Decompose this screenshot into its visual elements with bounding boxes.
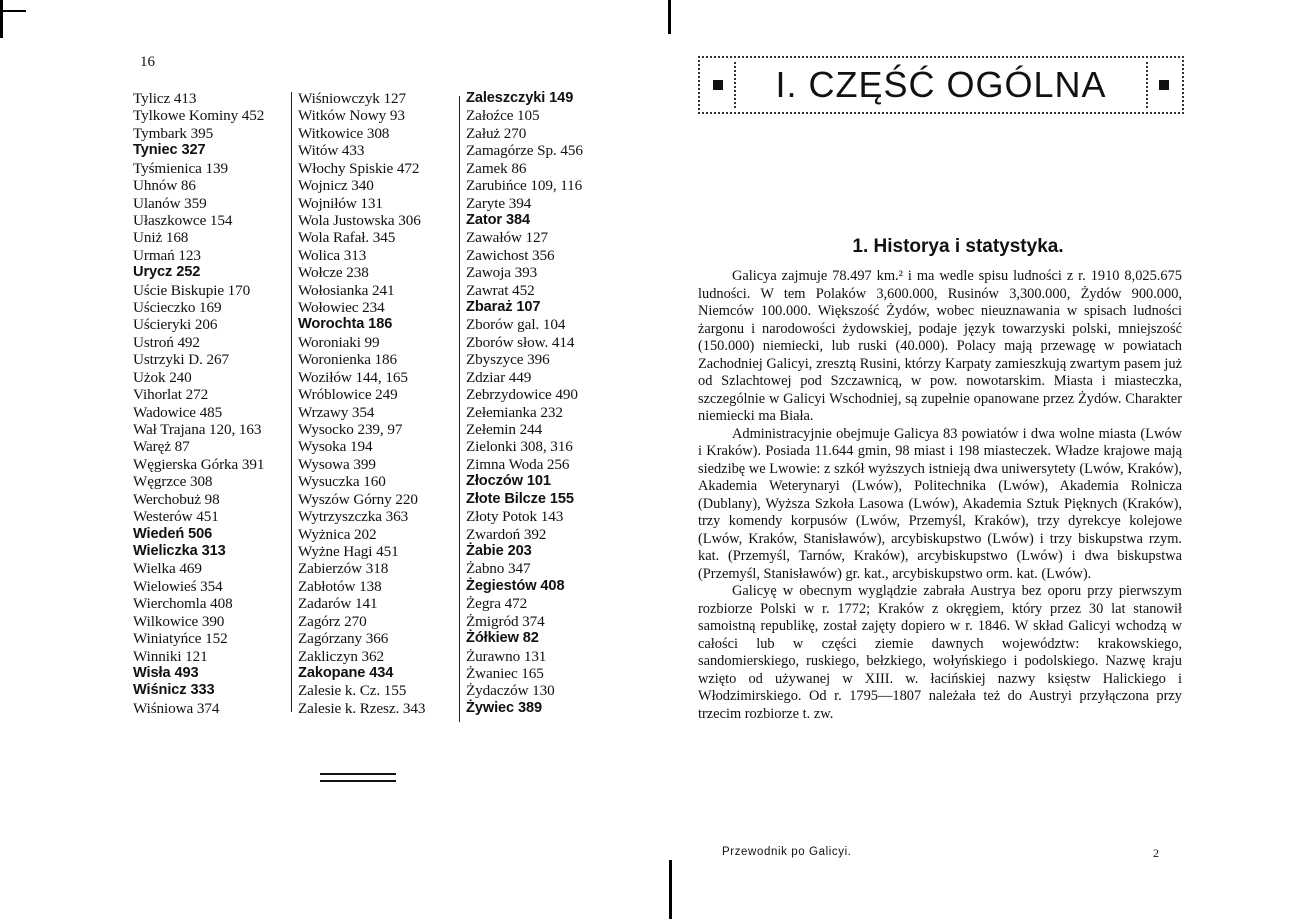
index-entry: Uścieczko 169	[133, 299, 222, 317]
footer-signature: Przewodnik po Galicyi.	[722, 846, 852, 858]
index-entry: Wiśnicz 333	[133, 682, 215, 699]
index-entry: Uhnów 86	[133, 177, 196, 195]
index-entry: Wołcze 238	[298, 264, 369, 282]
index-entry: Wierchomla 408	[133, 595, 233, 613]
index-entry: Wrzawy 354	[298, 403, 375, 421]
index-entry: Wysoka 194	[298, 438, 373, 456]
square-ornament-icon	[713, 80, 723, 90]
index-entry: Vihorlat 272	[133, 386, 209, 404]
index-entry: Tyśmienica 139	[133, 159, 228, 177]
index-entry: Wróblowice 249	[298, 386, 398, 404]
index-column-1	[133, 90, 291, 717]
index-entry: Zakliczyn 362	[298, 647, 384, 665]
index-entry: Ustroń 492	[133, 333, 200, 351]
index-entry: Zawrat 452	[466, 281, 535, 299]
index-entry: Zabłotów 138	[298, 577, 382, 595]
index-entry: Zadarów 141	[298, 595, 378, 613]
index-entry: Wojniłów 131	[298, 194, 383, 212]
index-entry: Tylkowe Kominy 452	[133, 107, 265, 125]
index-entry: Wisła 493	[133, 664, 199, 681]
index-entry: Zborów słow. 414	[466, 333, 575, 351]
index-entry: Witkowice 308	[298, 124, 390, 142]
index-entry: Żurawno 131	[466, 647, 547, 665]
index-entry: Wał Trajana 120, 163	[133, 421, 262, 439]
end-rule-bottom	[320, 780, 396, 782]
index-entry: Ułaszkowce 154	[133, 211, 233, 229]
index-entry: Wysowa 399	[298, 455, 376, 473]
index-entry: Zimna Woda 256	[466, 455, 570, 473]
index-entry: Zebrzydowice 490	[466, 386, 578, 404]
index-entry: Zakopane 434	[298, 664, 394, 681]
index-entry: Wiśniowczyk 127	[298, 90, 406, 107]
index-entry: Ulanów 359	[133, 194, 207, 212]
index-entry: Worochta 186	[298, 316, 393, 333]
header-ornament-right	[1146, 62, 1182, 108]
index-entry: Zborów gal. 104	[466, 316, 566, 334]
index-column-2	[298, 90, 460, 717]
index-entry: Tymbark 395	[133, 124, 214, 142]
index-entry: Uście Biskupie 170	[133, 281, 251, 299]
index-entry: Witków Nowy 93	[298, 107, 405, 125]
index-entry: Wielka 469	[133, 560, 202, 578]
index-entry: Tyniec 327	[133, 142, 206, 159]
index-entry: Ustrzyki D. 267	[133, 351, 229, 369]
index-column-3	[466, 90, 641, 717]
index-entry: Żegra 472	[466, 595, 528, 613]
column-divider-1	[291, 92, 292, 712]
index-entry: Westerów 451	[133, 508, 219, 526]
index-entry: Węgierska Górka 391	[133, 455, 265, 473]
header-ornament-left	[700, 62, 736, 108]
index-entry: Werchobuż 98	[133, 490, 220, 508]
index-entry: Wytrzyszczka 363	[298, 508, 409, 526]
index-entry: Wiśniowa 374	[133, 699, 220, 717]
index-entry: Uścieryki 206	[133, 316, 218, 334]
index-entry: Zawałów 127	[466, 229, 548, 247]
index-entry: Woziłów 144, 165	[298, 368, 408, 386]
paragraph: Galicya zajmuje 78.497 km.² i ma wedle spisu ludności z r. 1910 8,025.675 ludności. W tem Polaków 3,600.000, Rusinów 3,300.000, Żydów 900.000, Niemców 100.000. Większość Żydów, wobec nieuznawania w spisach ludności żargonu i narodowości żydowskiej, podaje język towarzyski polski, mniejszość (150.000) niemiecki, lub ruski (40.000). Polacy mają przewagę w powiatach Zachodniej Galicyi, zresztą Rusini, którzy Karpaty zamieszkują zwartym pasem już od Szlachtowej pod Szczawnicą, w pow. nowotarskim. Miasta i miasteczka, szczególnie w Galicyi Wschodniej, są zupełnie opanowane przez Żydów. Charakter niemiecki ma Biała.	[698, 268, 1182, 424]
index-entry: Użok 240	[133, 368, 192, 386]
square-ornament-icon	[1159, 80, 1169, 90]
index-entry: Wojnicz 340	[298, 177, 374, 195]
index-entry: Wilkowice 390	[133, 612, 225, 630]
index-entry: Wysuczka 160	[298, 473, 386, 491]
index-entry: Winniki 121	[133, 647, 208, 665]
index-entry: Żwaniec 165	[466, 664, 544, 682]
index-entry: Waręż 87	[133, 438, 190, 456]
section-heading: 1. Historya i statystyka.	[852, 236, 1064, 257]
index-entry: Wieliczka 313	[133, 542, 226, 559]
chapter-title: I. CZĘŚĆ OGÓLNA	[775, 64, 1107, 105]
index-entry: Zalesie k. Cz. 155	[298, 682, 407, 700]
index-entry: Wysocko 239, 97	[298, 421, 403, 439]
index-entry: Zamagórze Sp. 456	[466, 142, 583, 160]
index-entry: Wołowiec 234	[298, 299, 385, 317]
index-entry: Wola Rafał. 345	[298, 229, 396, 247]
index-entry: Załuż 270	[466, 124, 527, 142]
index-entry: Wyżne Hagi 451	[298, 542, 399, 560]
index-entry: Zator 384	[466, 211, 530, 228]
index-entry: Żmigród 374	[466, 612, 545, 630]
paragraph: Administracyjnie obejmuje Galicya 83 powiatów i dwa wolne miasta (Lwów i Kraków). Posiada 11.644 gmin, 98 miast i 198 miasteczek. Władze krajowe mają siedzibę we Lwowie: z szkół wyższych istnieją dwa uniwersytety (Lwów, Kraków), Akademia Weterynaryi (Lwów), Politechnika (Lwów), Akademia Rolnicza (Dublany), Wyższa Szkoła Lasowa (Lwów), Akademia Sztuk Pięknych (Kraków), trzy komendy korpusów (Lwów, Przemyśl, Kraków), trzy dyrekcye kolejowe (Lwów, Kraków, Stanisławów), arcybiskupstwo (Lwów) i trzy biskupstwa rzym. kat. (Przemyśl, Tarnów, Kraków), arcybiskupstwo (Lwów) i dwa biskupstwa (Przemyśl, Stanisławów) gr. kat., arcybiskupstwo orm. kat. (Lwów).	[698, 425, 1182, 582]
index-entry: Witów 433	[298, 142, 365, 160]
index-entry: Wolica 313	[298, 246, 367, 264]
index-entry: Zawichost 356	[466, 246, 555, 264]
page-number: 16	[140, 54, 155, 70]
index-entry: Zarubińce 109, 116	[466, 177, 583, 195]
footer-sheet-number: 2	[1153, 846, 1159, 860]
index-entry: Złote Bilcze 155	[466, 490, 574, 507]
index-entry: Załoźce 105	[466, 107, 540, 125]
index-entry: Żegiestów 408	[466, 577, 565, 594]
right-page	[650, 0, 1293, 919]
index-entry: Zaleszczyki 149	[466, 90, 574, 106]
index-entry: Zwardoń 392	[466, 525, 547, 543]
index-entry: Wadowice 485	[133, 403, 223, 421]
index-entry: Żabie 203	[466, 542, 532, 559]
index-entry: Wyżnica 202	[298, 525, 377, 543]
index-entry: Zagórz 270	[298, 612, 367, 630]
index-entry: Zdziar 449	[466, 368, 532, 386]
index-entry: Wyszów Górny 220	[298, 490, 418, 508]
index-entry: Złoty Potok 143	[466, 508, 564, 526]
index-entry: Zagórzany 366	[298, 630, 389, 648]
column-divider-2	[459, 96, 460, 722]
index-entry: Zbyszyce 396	[466, 351, 550, 369]
end-rule-top	[320, 773, 396, 775]
index-entry: Węgrzce 308	[133, 473, 213, 491]
index-entry: Woroniaki 99	[298, 333, 380, 351]
index-entry: Tylicz 413	[133, 90, 197, 107]
paragraph: Galicyę w obecnym wyglądzie zabrała Austrya bez oporu przy pierwszym rozbiorze Polski w r. 1772; Kraków z okręgiem, który przez 30 lat stanowił samoistną republikę, został zajęty dopiero w r. 1846. W skład Galicyi wchodzą w całości lub w części ziemie dawnych województw: krakowskiego, sandomierskiego, ruskiego, bełzkiego, wołyńskiego i podolskiego. Nazwę kraju wzięto od używanej w XIII. w. łacińskiej nazwy księstw Halickiego i Włodzimirskiego. Od r. 1795—1807 należała też do Austryi przyłączona przy trzecim rozbiorze t. zw.	[698, 583, 1182, 722]
index-entry: Zalesie k. Rzesz. 343	[298, 699, 426, 717]
index-entry: Żabno 347	[466, 560, 531, 578]
index-entry: Wielowieś 354	[133, 577, 223, 595]
index-entry: Wola Justowska 306	[298, 211, 421, 229]
index-entry: Żywiec 389	[466, 699, 543, 716]
index-entry: Złoczów 101	[466, 473, 551, 490]
index-entry: Urycz 252	[133, 264, 201, 281]
index-entry: Żydaczów 130	[466, 682, 555, 700]
index-entry: Włochy Spiskie 472	[298, 159, 420, 177]
index-entry: Wołosianka 241	[298, 281, 395, 299]
index-entry: Urmań 123	[133, 246, 201, 264]
index-entry: Zełemin 244	[466, 421, 543, 439]
index-entry: Zabierzów 318	[298, 560, 389, 578]
index-entry: Zaryte 394	[466, 194, 532, 212]
index-entry: Winiatyńce 152	[133, 630, 228, 648]
index-entry: Zełemianka 232	[466, 403, 563, 421]
index-entry: Wiedeń 506	[133, 525, 213, 542]
index-entry: Woronienka 186	[298, 351, 398, 369]
index-entry: Zielonki 308, 316	[466, 438, 573, 456]
index-entry: Uniż 168	[133, 229, 189, 247]
index-entry: Żółkiew 82	[466, 630, 539, 647]
index-entry: Zbaraż 107	[466, 299, 541, 316]
chapter-header-box	[698, 56, 1184, 114]
index-entry: Zawoja 393	[466, 264, 538, 282]
index-entry: Zamek 86	[466, 159, 527, 177]
body-text	[698, 268, 1182, 723]
